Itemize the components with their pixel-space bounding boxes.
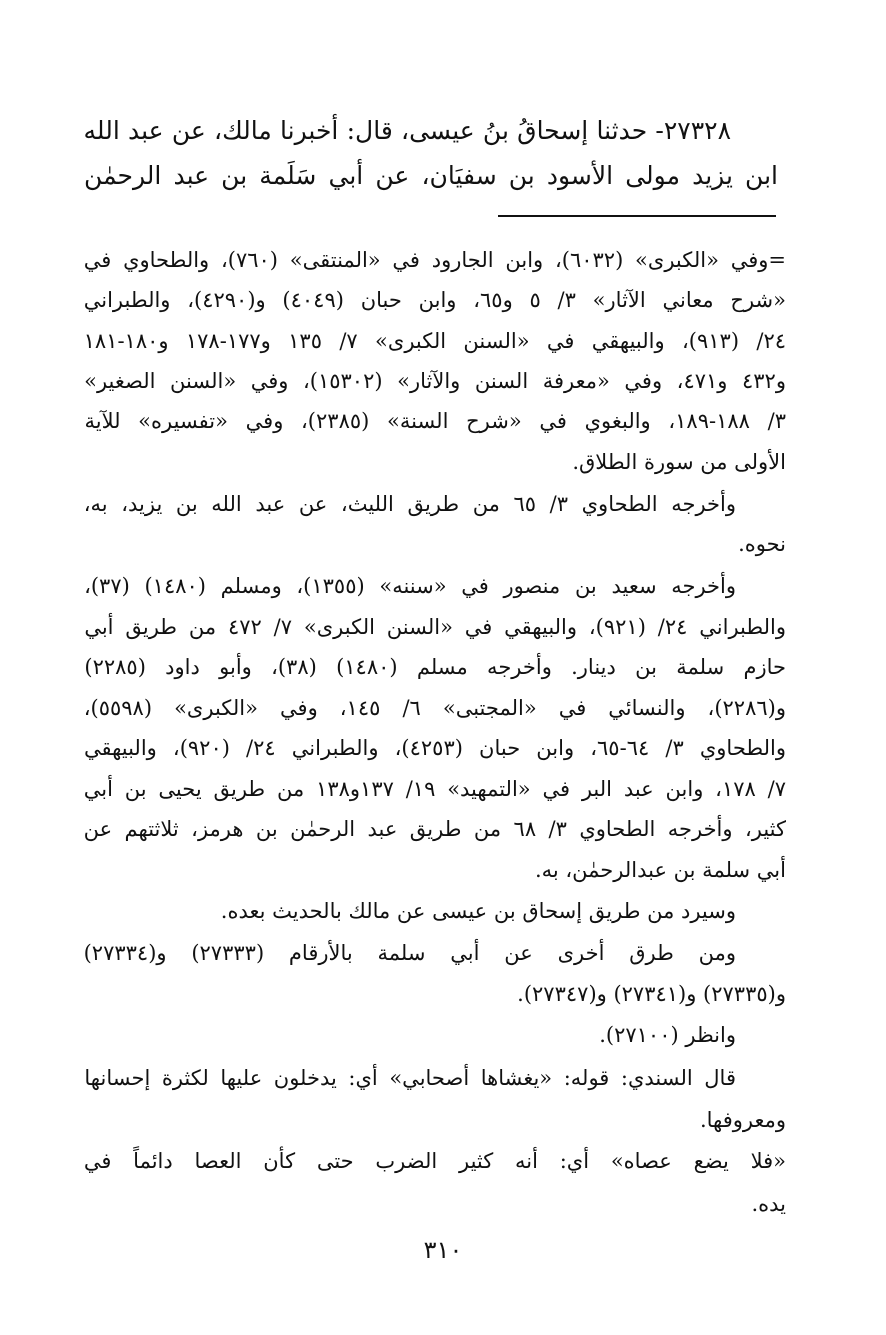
footnote-line: «شرح معاني الآثار» ٣/ ٥ و٦٥، وابن حبان (٤٠٤٩) و(٤٢٩٠)، والطبراني xyxy=(83,288,786,312)
footnote-line: قال السندي: قوله: «يغشاها أصحابي» أي: يدخلون عليها لكثرة إحسانها xyxy=(84,1066,736,1090)
footnote-line: ومن طرق أخرى عن أبي سلمة بالأرقام (٢٧٣٣٣) و(٢٧٣٣٤) xyxy=(83,941,736,965)
footnote-line: والطحاوي ٣/ ٦٤-٦٥، وابن حبان (٤٢٥٣)، والطبراني ٢٤/ (٩٢٠)، والبيهقي xyxy=(83,736,786,760)
footnote-separator xyxy=(498,215,776,217)
footnote-line: أبي سلمة بن عبدالرحمٰن، به. xyxy=(534,858,786,882)
footnote-line: ٧/ ١٧٨، وابن عبد البر في «التمهيد» ١٩/ ١٣٧و١٣٨ من طريق يحيى بن أبي xyxy=(83,777,786,801)
footnote-line: «فلا يضع عصاه» أي: أنه كثير الضرب حتى كأن العصا دائماً في xyxy=(83,1149,786,1173)
footnote-line: يده. xyxy=(751,1192,786,1216)
footnote-line: و٤٣٢ و٤٧١، وفي «معرفة السنن والآثار» (١٥٣٠٢)، وفي «السنن الصغير» xyxy=(84,369,786,393)
footnote-line: و(٢٢٨٦)، والنسائي في «المجتبى» ٦/ ١٤٥، وفي «الكبرى» (٥٥٩٨)، xyxy=(83,696,786,720)
footnote-line: ٢٤/ (٩١٣)، والبيهقي في «السنن الكبرى» ٧/ ١٣٥ و١٧٧-١٧٨ و١٨٠-١٨١ xyxy=(83,329,786,353)
main-text-line: ٢٧٣٢٨- حدثنا إسحاقُ بنُ عيسى، قال: أخبرنا مالك، عن عبد الله xyxy=(83,116,731,145)
footnote-line: كثير، وأخرجه الطحاوي ٣/ ٦٨ من طريق عبد الرحمٰن بن هرمز، ثلاثتهم عن xyxy=(83,817,786,841)
footnote-line: الأولى من سورة الطلاق. xyxy=(572,450,786,474)
footnote-line: وأخرجه الطحاوي ٣/ ٦٥ من طريق الليث، عن عبد الله بن يزيد، به، xyxy=(83,492,736,516)
footnote-line: وانظر (٢٧١٠٠). xyxy=(599,1023,736,1047)
main-text-line: ابن يزيد مولى الأسود بن سفيَان، عن أبي سَلَمة بن عبد الرحمٰن xyxy=(84,161,778,190)
footnote-line: نحوه. xyxy=(738,532,786,556)
footnote-line: والطبراني ٢٤/ (٩٢١)، والبيهقي في «السنن الكبرى» ٧/ ٤٧٢ من طريق أبي xyxy=(84,615,786,639)
footnote-line: وأخرجه سعيد بن منصور في «سننه» (١٣٥٥)، ومسلم (١٤٨٠) (٣٧)، xyxy=(84,574,736,598)
footnote-line: ومعروفها. xyxy=(699,1108,786,1132)
footnote-line: =وفي «الكبرى» (٦٠٣٢)، وابن الجارود في «المنتقى» (٧٦٠)، والطحاوي في xyxy=(83,248,786,272)
footnote-line: حازم سلمة بن دينار. وأخرجه مسلم (١٤٨٠) (٣٨)، وأبو داود (٢٢٨٥) xyxy=(84,655,786,679)
footnote-line: وسيرد من طريق إسحاق بن عيسى عن مالك بالحديث بعده. xyxy=(220,899,736,923)
page-number: ٣١٠ xyxy=(423,1236,463,1264)
footnote-line: و(٢٧٣٣٥) و(٢٧٣٤١) و(٢٧٣٤٧). xyxy=(517,982,786,1006)
footnote-line: ٣/ ١٨٨-١٨٩، والبغوي في «شرح السنة» (٢٣٨٥)، وفي «تفسيره» للآية xyxy=(84,409,786,433)
